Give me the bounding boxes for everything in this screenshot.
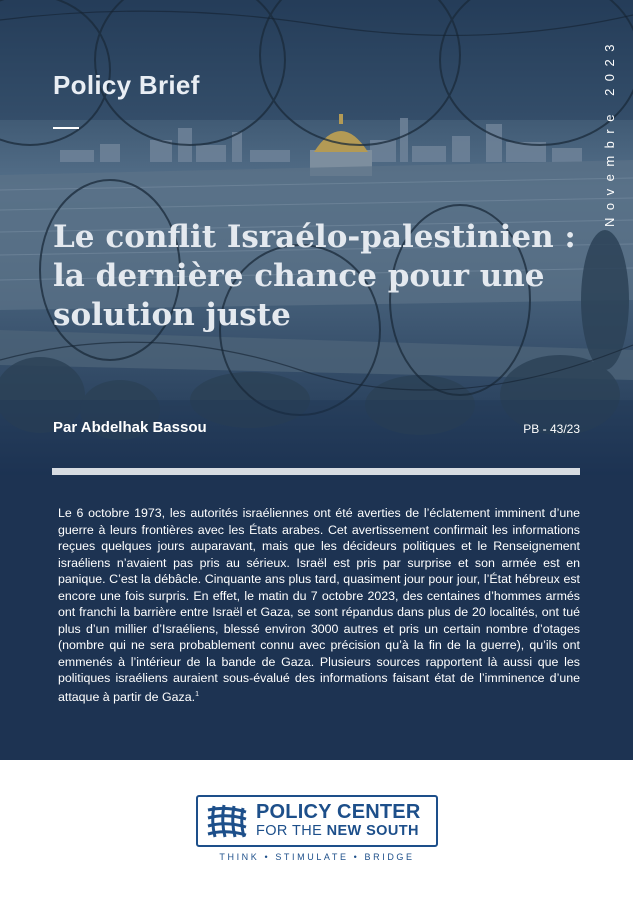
logo-frame <box>196 795 438 847</box>
series-label: Policy Brief <box>53 70 200 100</box>
logo-tagline: THINK • STIMULATE • BRIDGE <box>219 852 415 862</box>
summary-block <box>0 475 633 760</box>
logo-line-2-prefix: FOR THE <box>256 823 327 839</box>
summary-text: Le 6 octobre 1973, les autorités israéliennes ont été averties de l’éclatement imminent d’une guerre à leurs frontières avec les États arabes. Cet avertissement confirmait les informations reçues quelques jours auparavant, mais que les décideurs politiques et le Renseignement israéliens n’avaient pas pris au sérieux. Israël est pris par surprise et son armée est en panique. C’est la débâcle. Cinquante ans plus tard, quasiment jour pour jour, l’État hébreux est encore une fois surpris. En effet, le matin du 7 octobre 2023, des centaines d’hommes armés ont franchi la barrière entre Israël et Gaza, se sont répandus dans plus de 20 localités, ont tué plus d’un millier d’Israéliens, blessé environ 3000 autres et pris un certain nombre d’otages (nombre qui ne sera probablement connu avec précision qu’à la fin de la guerre), qu’ils ont emmenés à l’intérieur de la bande de Gaza. Plusieurs sources rapportent là aussi que les politiques israéliens auraient sous-évalué des informations faisant état de l’imminence d’une attaque à partir de Gaza. <box>58 506 580 704</box>
globe-grid-icon <box>206 804 248 838</box>
logo-line-2-emphasis: NEW SOUTH <box>326 823 419 839</box>
footnote-marker[interactable]: 1 <box>195 690 199 698</box>
author-line: Par Abdelhak Bassou <box>53 419 207 436</box>
logo-line-2 <box>256 823 419 839</box>
document-reference: PB - 43/23 <box>523 422 580 436</box>
logo-line-1: POLICY CENTER <box>256 801 421 823</box>
title-divider <box>53 127 79 129</box>
summary-paragraph <box>58 505 580 705</box>
document-title: Le conflit Israélo-palestinien : la dernière chance pour une solution juste <box>53 219 576 333</box>
publication-date: Novembre 2023 <box>602 37 617 227</box>
policy-center-logo <box>196 795 438 865</box>
